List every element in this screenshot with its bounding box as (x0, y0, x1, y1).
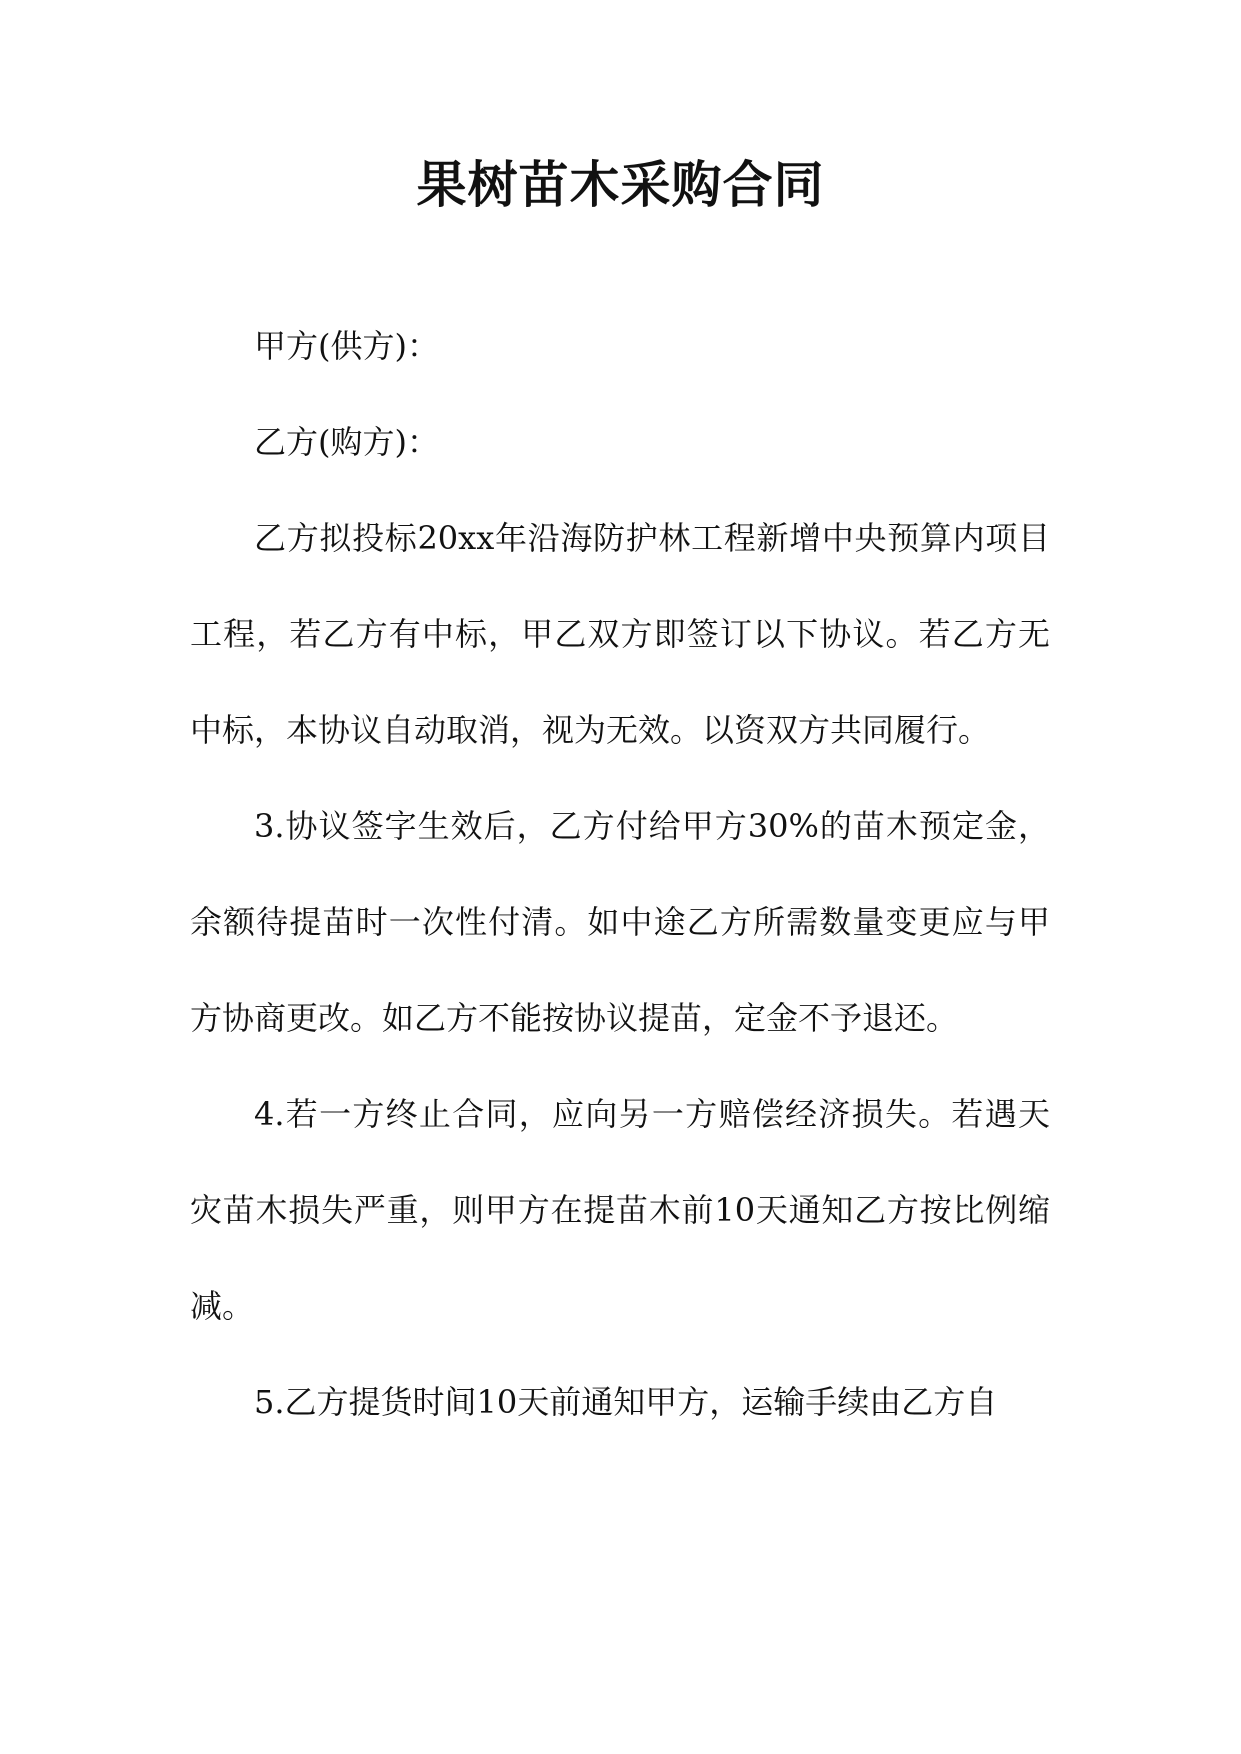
document-title: 果树苗木采购合同 (416, 156, 825, 214)
party-a-line: 甲方(供方)： (254, 327, 439, 365)
party-b-line: 乙方(购方)： (254, 423, 439, 461)
paragraph-clause-3: 3.协议签字生效后，乙方付给甲方30%的苗木预定金，余额待提苗时一次性付清。如中途乙方所需数量变更应与甲方协商更改。如乙方不能按协议提苗，定金不予退还。 (190, 807, 1050, 1037)
paragraph-intro: 乙方拟投标20xx年沿海防护林工程新增中央预算内项目工程，若乙方有中标，甲乙双方即签订以下协议。若乙方无中标，本协议自动取消，视为无效。以资双方共同履行。 (190, 519, 1050, 749)
paragraph-clause-4: 4.若一方终止合同，应向另一方赔偿经济损失。若遇天灾苗木损失严重，则甲方在提苗木前10天通知乙方按比例缩减。 (190, 1095, 1050, 1325)
paragraph-clause-5: 5.乙方提货时间10天前通知甲方，运输手续由乙方自 (254, 1383, 998, 1421)
document-body (190, 298, 1050, 1450)
